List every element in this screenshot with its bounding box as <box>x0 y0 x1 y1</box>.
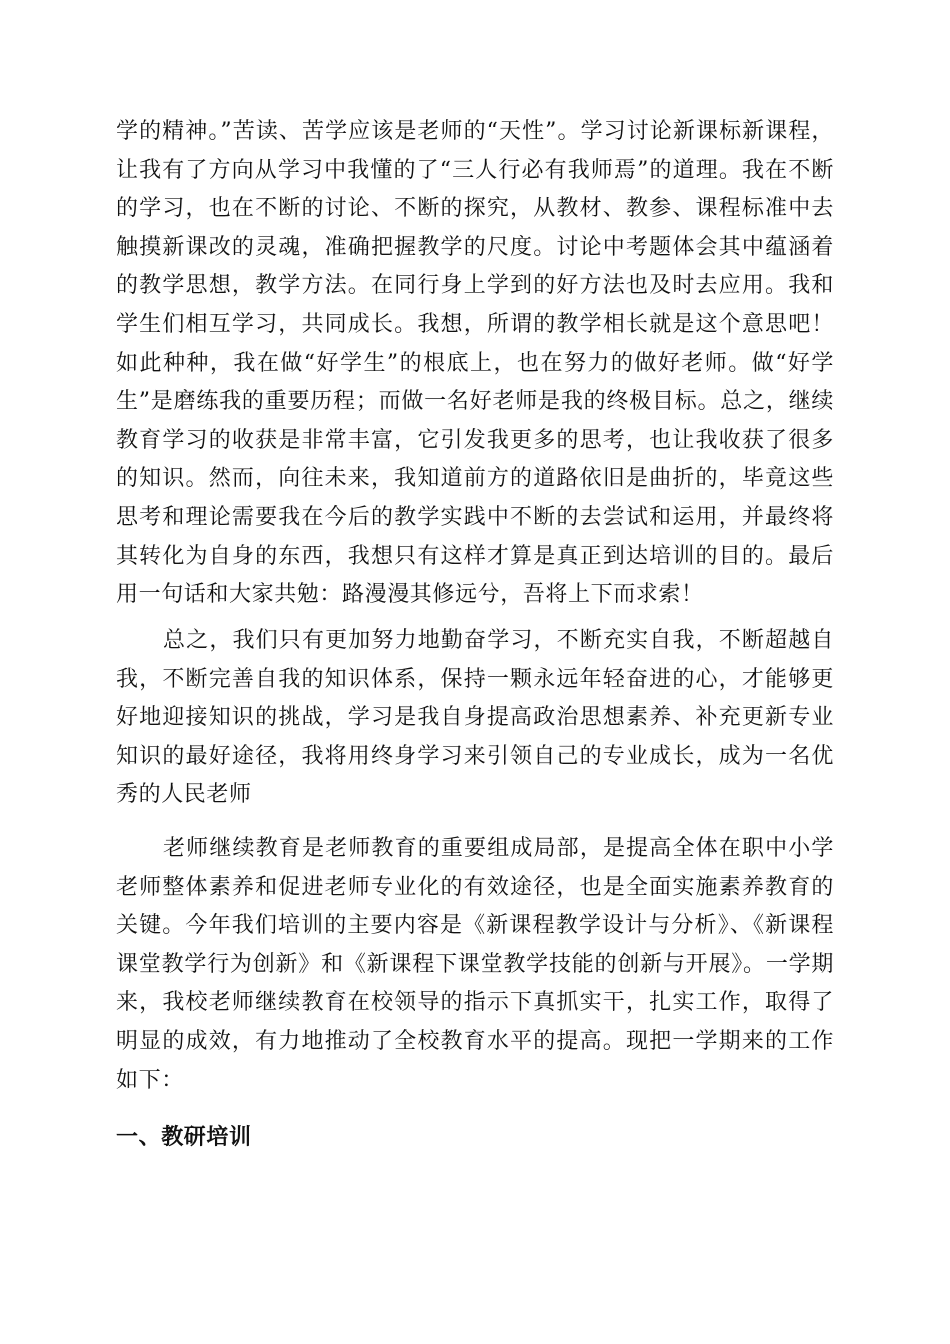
body-paragraph-introduction: 老师继续教育是老师教育的重要组成局部，是提高全体在职中小学老师整体素养和促进老师专业化的有效途径，也是全面实施素养教育的关键。今年我们培训的主要内容是《新课程教学设计与分析》、《新课程课堂教学行为创新》和《新课程下课堂教学技能的创新与开展》。一学期来，我校老师继续教育在校领导的指示下真抓实干，扎实工作，取得了明显的成效，有力地推动了全校教育水平的提高。现把一学期来的工作如下： <box>116 836 834 1093</box>
body-paragraph-continuation: 学的精神。”苦读、苦学应该是老师的“天性”。学习讨论新课标新课程，让我有了方向从学习中我懂的了“三人行必有我师焉”的道理。我在不断的学习，也在不断的讨论、不断的探究，从教材、教参、课程标准中去触摸新课改的灵魂，准确把握教学的尺度。讨论中考题体会其中蕴涵着的教学思想，教学方法。在同行身上学到的好方法也及时去应用。我和学生们相互学习，共同成长。我想，所谓的教学相长就是这个意思吧！如此种种，我在做“好学生”的根底上，也在努力的做好老师。做“好学生”是磨练我的重要历程；而做一名好老师是我的终极目标。总之，继续教育学习的收获是非常丰富，它引发我更多的思考，也让我收获了很多的知识。然而，向往未来，我知道前方的道路依旧是曲折的，毕竟这些思考和理论需要我在今后的教学实践中不断的去尝试和运用，并最终将其转化为自身的东西，我想只有这样才算是真正到达培训的目的。最后用一句话和大家共勉：路漫漫其修远兮，吾将上下而求索！ <box>116 119 834 608</box>
body-paragraph-summary: 总之，我们只有更加努力地勤奋学习，不断充实自我，不断超越自我，不断完善自我的知识体系，保持一颗永远年轻奋进的心，才能够更好地迎接知识的挑战，学习是我自身提高政治思想素养、补充更新专业知识的最好途径，我将用终身学习来引领自己的专业成长，成为一名优秀的人民老师 <box>116 628 834 808</box>
section-heading: 一、教研培训 <box>116 1124 252 1150</box>
